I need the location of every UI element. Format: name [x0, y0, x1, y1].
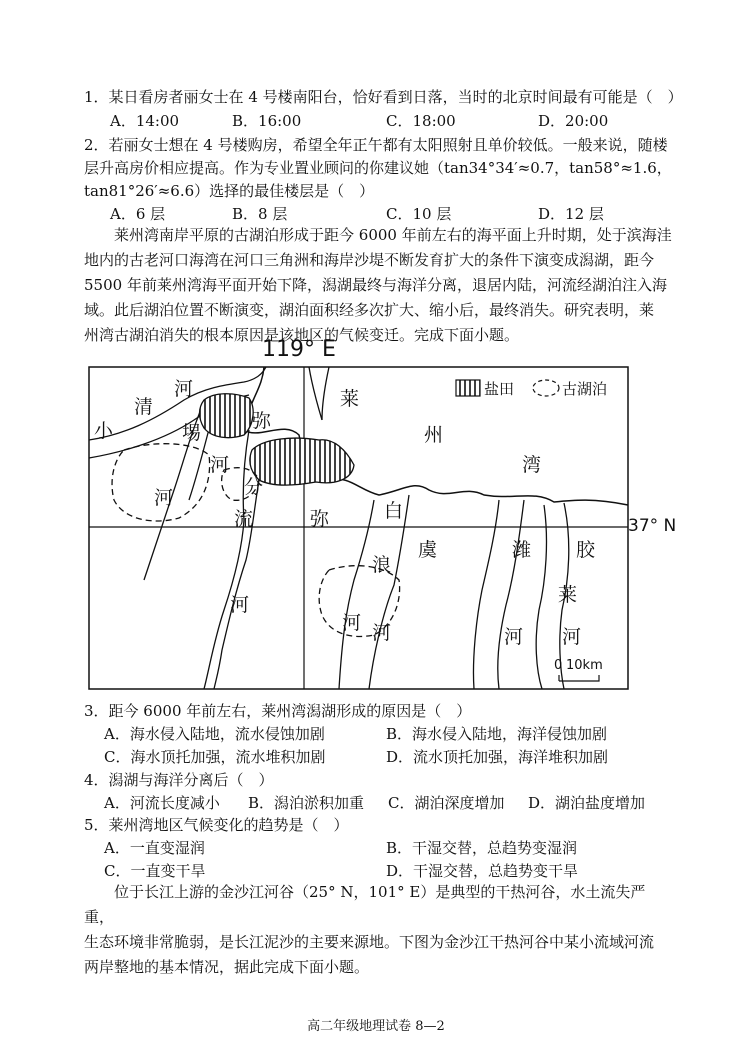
q3-option-b: B．海水侵入陆地，海洋侵蚀加剧 [386, 725, 608, 743]
question-4-stem: 4．潟湖与海洋分离后（ ） [84, 771, 274, 789]
salt-field-central [250, 438, 354, 485]
q2-option-b: B．8 层 [232, 205, 288, 223]
question-1-stem: 1．某日看房者丽女士在 4 号楼南阳台，恰好看到日落，当时的北京时间最有可能是（ ） [84, 88, 683, 106]
map-label: 小 [94, 420, 114, 442]
salt-field-west [200, 394, 254, 438]
scale-bar [559, 675, 599, 681]
q3-option-c: C．海水顶托加强，流水堆积加剧 [104, 748, 326, 766]
question-5-stem: 5．莱州湾地区气候变化的趋势是（ ） [84, 816, 349, 834]
map-frame [89, 367, 628, 689]
q1-option-b: B．16:00 [232, 112, 302, 130]
map-label: 虞 [418, 539, 438, 561]
passage-2 [84, 880, 674, 980]
q3-option-d: D．流水顶托加强，海洋堆积加剧 [386, 748, 609, 766]
map-label: 河 [372, 622, 392, 644]
map-label: 埸 [182, 422, 202, 444]
question-2-stem-line2: 层升高房价相应提高。作为专业置业顾问的你建议她（tan34°34′≈0.7，tan58°≈1.6， [84, 159, 672, 177]
laizhou-bay-map [84, 337, 684, 692]
question-2-stem-line3: tan81°26′≈6.6）选择的最佳楼层是（ ） [84, 182, 375, 200]
q2-option-c: C．10 层 [386, 205, 452, 223]
q1-option-d: D．20:00 [538, 112, 609, 130]
map-label: 流 [234, 508, 254, 530]
q5-option-b: B．干湿交替，总趋势变湿润 [386, 839, 578, 857]
latitude-label: 37° N [628, 516, 677, 536]
map-label: 河 [562, 626, 582, 648]
map-label: 河 [504, 626, 524, 648]
map-label: 河 [210, 454, 230, 476]
map-label: 弥 [310, 508, 330, 530]
map-label: 莱 [558, 584, 578, 606]
q4-option-d: D．湖泊盐度增加 [528, 794, 646, 812]
legend-salt-label: 盐田 [484, 380, 515, 398]
q5-option-a: A．一直变湿润 [104, 839, 205, 857]
question-3-stem: 3．距今 6000 年前左右，莱州湾潟湖形成的原因是（ ） [84, 702, 472, 720]
map-label: 分 [244, 476, 264, 498]
scale-zero: 0 [554, 658, 563, 673]
map-label: 河 [342, 612, 362, 634]
map-label: 弥 [252, 410, 272, 432]
legend-lake-label: 古湖泊 [562, 380, 608, 398]
passage-1 [84, 223, 674, 348]
q4-option-a: A．河流长度减小 [104, 794, 220, 812]
map-label: 莱 [340, 388, 360, 410]
map-label: 河 [230, 594, 250, 616]
passage-1-line: 域。此后湖泊位置不断演变，湖泊面积经多次扩大、缩小后，最终消失。研究表明，莱 [84, 301, 655, 319]
q2-option-d: D．12 层 [538, 205, 604, 223]
legend-lake-swatch [533, 380, 559, 396]
scale-label: 10km [566, 658, 603, 673]
longitude-label: 119° E [262, 337, 336, 362]
q5-option-c: C．一直变干旱 [104, 862, 206, 880]
question-2-stem-line1: 2．若丽女士想在 4 号楼购房，希望全年正午都有太阳照射且单价较低。一般来说，随楼 [84, 136, 668, 154]
map-label: 州 [424, 424, 444, 446]
passage-1-line: 地内的古老河口海湾在河口三角洲和海岸沙堤不断发育扩大的条件下演变成潟湖，距今 [84, 251, 655, 269]
map-label: 潍 [512, 539, 532, 561]
q2-option-a: A．6 层 [110, 205, 166, 223]
q1-option-c: C．18:00 [386, 112, 456, 130]
passage-1-line: 5500 年前莱州湾海平面开始下降，潟湖最终与海洋分离，退居内陆，河流经湖泊注入海 [84, 276, 667, 294]
page-footer: 高二年级地理试卷 8—2 [307, 1019, 445, 1034]
map-label: 白 [384, 500, 404, 522]
q3-option-a: A．海水侵入陆地，流水侵蚀加剧 [104, 725, 325, 743]
legend-salt-swatch [456, 380, 480, 396]
q5-option-d: D．干湿交替，总趋势变干旱 [386, 862, 579, 880]
q4-option-c: C．湖泊深度增加 [388, 794, 505, 812]
map-label: 浪 [372, 554, 392, 576]
map-label: 河 [154, 487, 174, 509]
passage-1-line: 莱州湾南岸平原的古湖泊形成于距今 6000 年前左右的海平面上升时期，处于滨海洼 [114, 226, 672, 244]
passage-2-line: 两岸整地的基本情况，据此完成下面小题。 [84, 958, 370, 976]
passage-2-line: 位于长江上游的金沙江河谷（25° N，101° E）是典型的干热河谷，水土流失严重， [84, 883, 646, 926]
map-label: 湾 [522, 454, 542, 476]
passage-2-line: 生态环境非常脆弱，是长江泥沙的主要来源地。下图为金沙江干热河谷中某小流域河流 [84, 933, 655, 951]
map-label: 河 [174, 378, 194, 400]
q1-option-a: A．14:00 [110, 112, 180, 130]
passage-1-line: 州湾古湖泊消失的根本原因是该地区的气候变迁。完成下面小题。 [84, 326, 520, 344]
map-label: 清 [134, 396, 154, 418]
map-label: 胶 [576, 539, 596, 561]
q4-option-b: B．潟泊淤积加重 [248, 794, 365, 812]
